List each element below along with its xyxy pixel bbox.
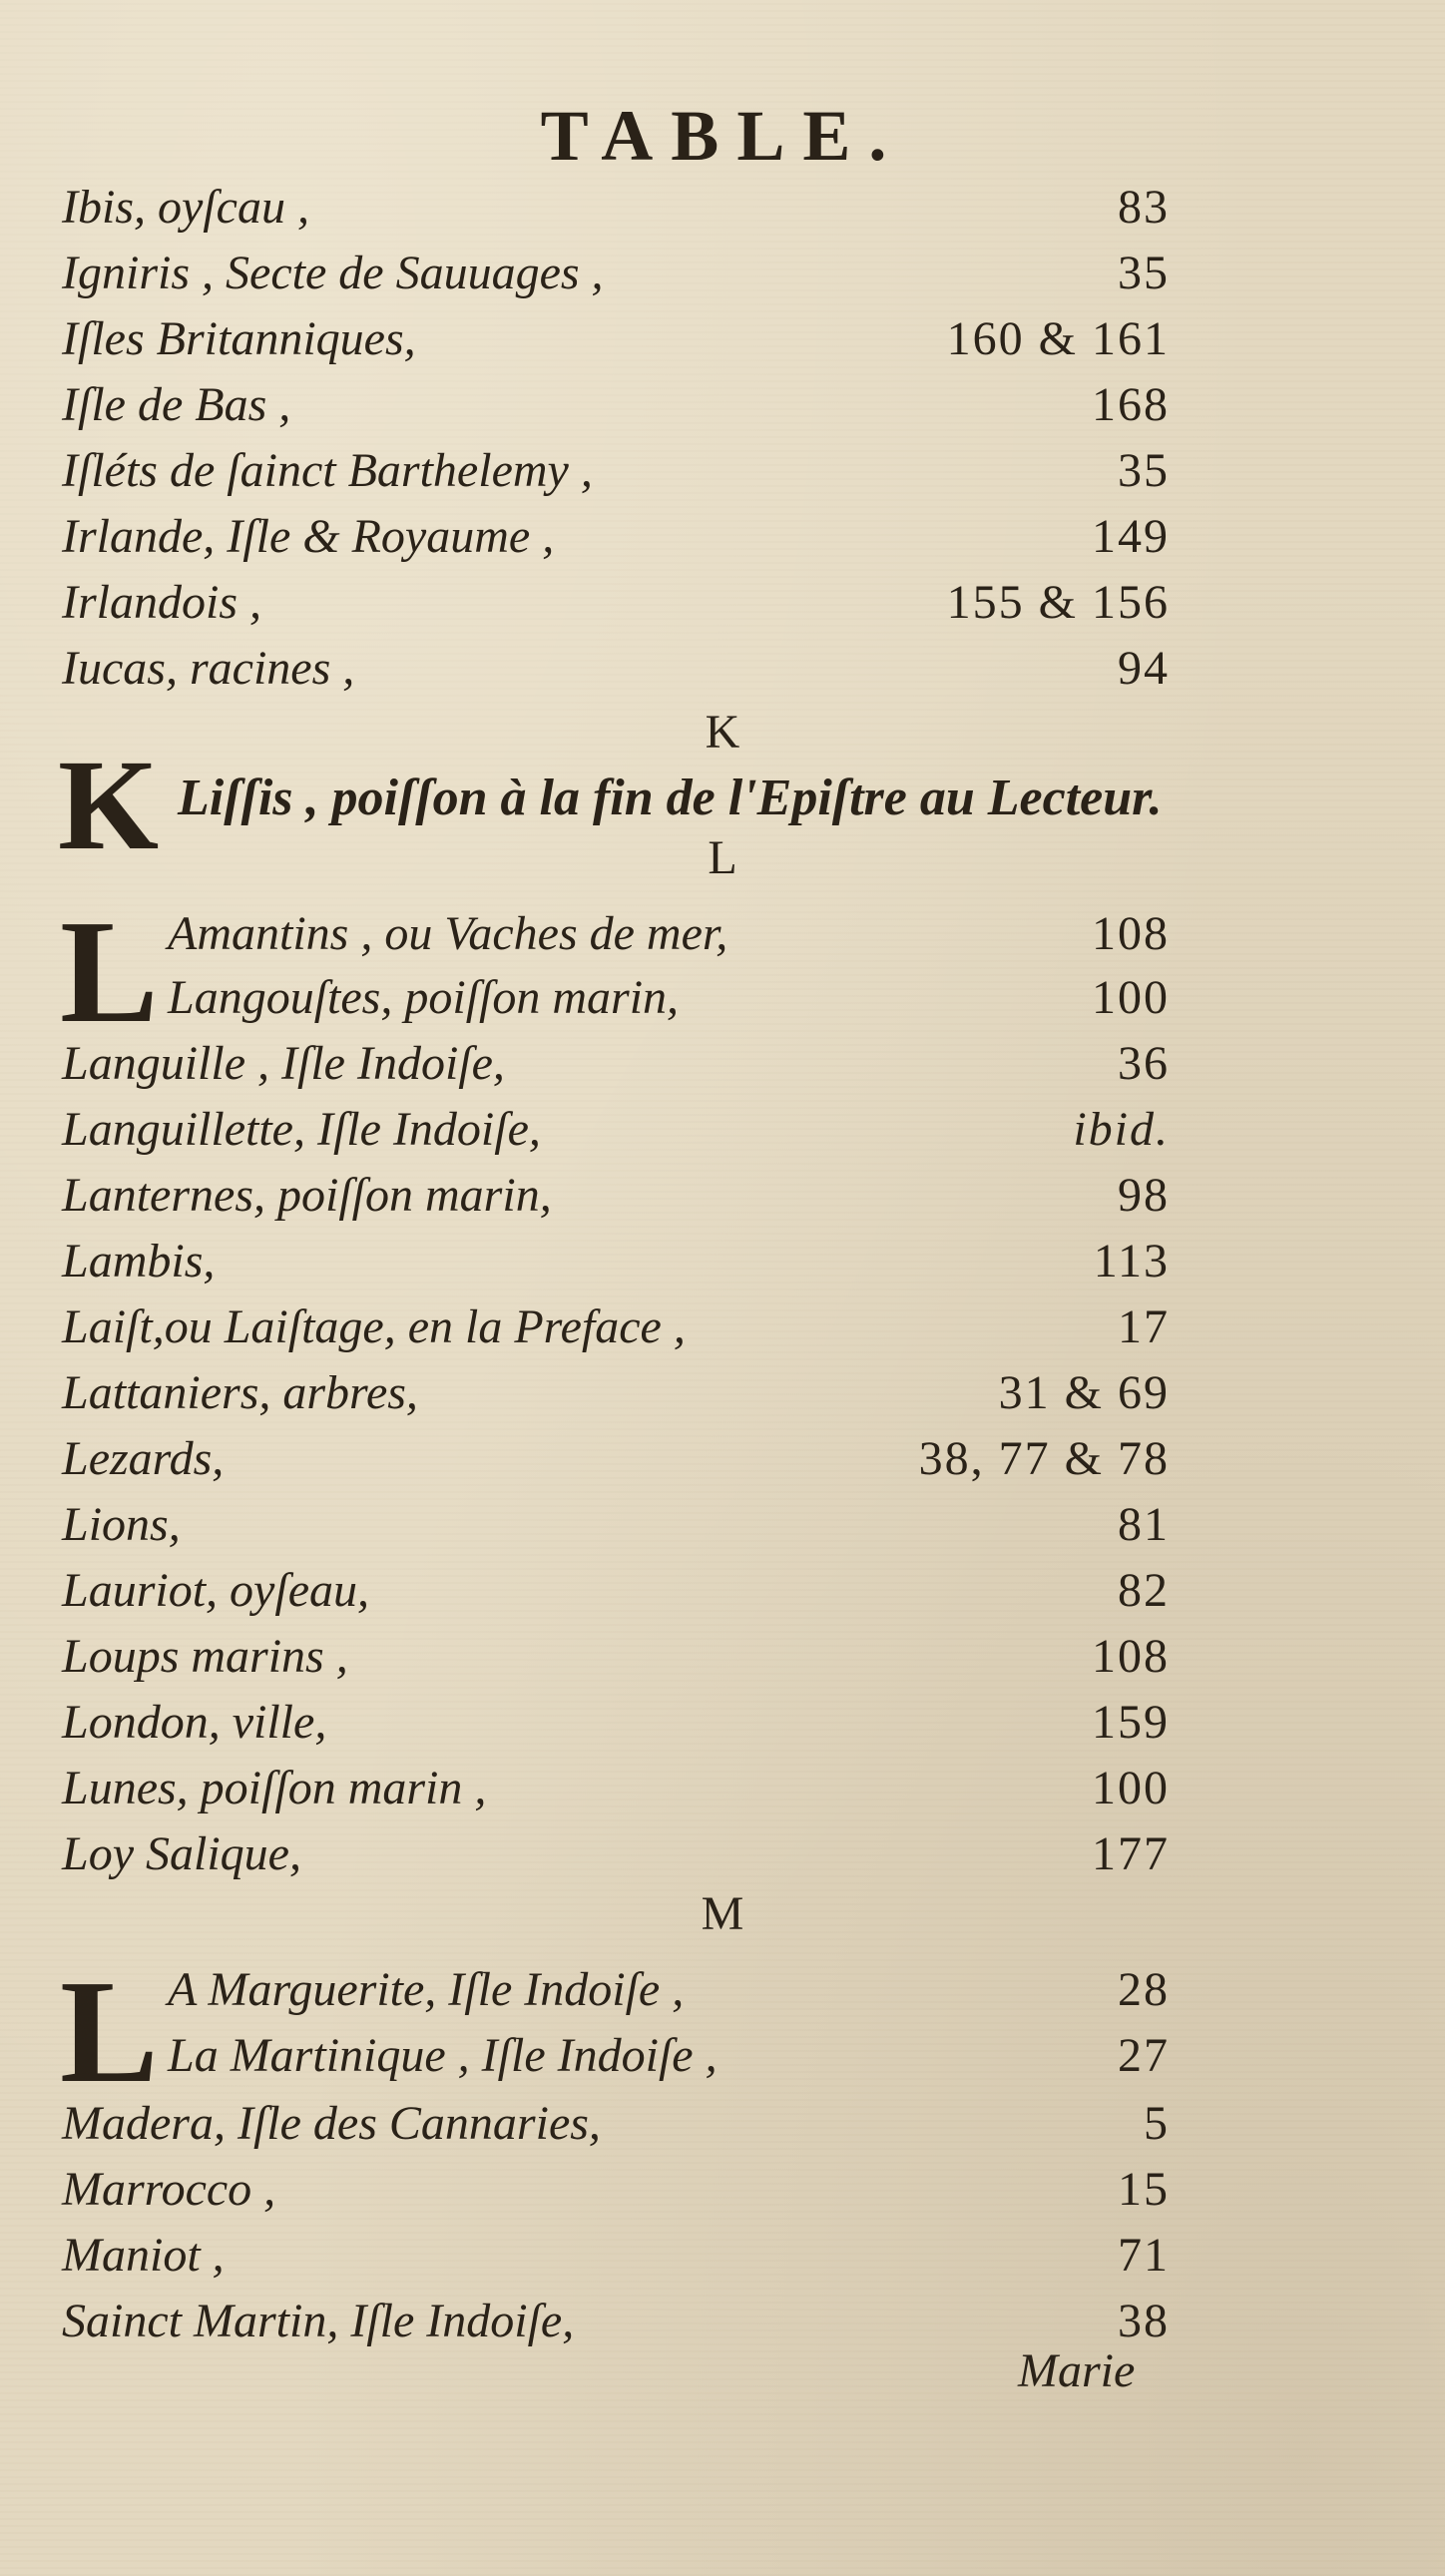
index-entry [62, 1695, 1170, 1761]
index-entry [62, 1431, 1170, 1497]
section-letter-l: L [708, 831, 737, 884]
index-entry [62, 2096, 1170, 2162]
index-entry [62, 1234, 1170, 1299]
index-entry [62, 1761, 1170, 1826]
entry-label: Lanternes, poiſſon marin, [62, 1169, 552, 1222]
entry-page: 94 [1118, 642, 1170, 695]
catchword: Marie [1018, 2344, 1136, 2397]
entry-page: 17 [1118, 1300, 1170, 1353]
entry-label: Iſléts de ſainct Barthelemy , [62, 444, 593, 497]
entry-label: Langouſtes, poiſſon marin, [168, 971, 680, 1024]
entry-label: Languillette, Iſle Indoiſe, [62, 1103, 541, 1156]
index-entry [62, 1365, 1170, 1431]
index-entry [62, 509, 1170, 575]
entry-page: 83 [1118, 181, 1170, 234]
index-entry [62, 443, 1170, 509]
entry-page: 35 [1118, 444, 1170, 497]
entry-page: 71 [1118, 2229, 1170, 2282]
entry-label: Marrocco , [62, 2163, 276, 2216]
entry-label: Iſles Britanniques, [62, 312, 416, 365]
index-entry [168, 1962, 1170, 2028]
entry-page: 98 [1118, 1169, 1170, 1222]
entry-page: 82 [1118, 1564, 1170, 1617]
index-entry [62, 2228, 1170, 2294]
index-entry [168, 970, 1170, 1036]
index-entry [62, 1563, 1170, 1629]
entry-label: Iucas, racines , [62, 642, 355, 695]
entry-label: Amantins , ou Vaches de mer, [168, 907, 728, 960]
index-entry [62, 1168, 1170, 1234]
index-entry [62, 2162, 1170, 2228]
entry-page: 149 [1092, 510, 1170, 563]
index-entry [62, 180, 1170, 246]
index-entry [62, 1629, 1170, 1695]
entry-label: Laiſt,ou Laiſtage, en la Preface , [62, 1300, 686, 1353]
running-title: TABLE. [540, 96, 905, 176]
entry-label: Igniris , Secte de Sauuages , [62, 247, 604, 299]
entry-page: 27 [1118, 2029, 1170, 2082]
entry-page: 31 & 69 [998, 1366, 1170, 1419]
entry-label: Languille , Iſle Indoiſe, [62, 1037, 505, 1090]
index-entry [62, 1036, 1170, 1102]
entry-page: 5 [1144, 2097, 1170, 2150]
entry-label: Madera, Iſle des Cannaries, [62, 2097, 601, 2150]
entry-page: 100 [1092, 971, 1170, 1024]
drop-cap-m: L [60, 1950, 159, 2114]
index-entry [62, 1826, 1170, 1892]
entry-page: 15 [1118, 2163, 1170, 2216]
entry-label: Lauriot, oyſeau, [62, 1564, 369, 1617]
entry-label: London, ville, [62, 1696, 327, 1749]
index-entry [62, 1102, 1170, 1168]
drop-cap-l: L [60, 890, 159, 1054]
entry-label: La Martinique , Iſle Indoiſe , [168, 2029, 718, 2082]
entry-label: Lattaniers, arbres, [62, 1366, 418, 1419]
entry-label: Lions, [62, 1498, 181, 1551]
index-entry [62, 1497, 1170, 1563]
index-entry [168, 906, 1170, 972]
index-entry [168, 2028, 1170, 2094]
entry-page: 159 [1092, 1696, 1170, 1749]
index-entry [62, 246, 1170, 311]
entry-page: 177 [1092, 1827, 1170, 1880]
entry-page: 168 [1092, 378, 1170, 431]
entry-label: Lunes, poiſſon marin , [62, 1762, 487, 1814]
drop-cap-k: K [58, 734, 160, 877]
entry-label: Irlandois , [62, 576, 262, 629]
entry-page: 113 [1093, 1235, 1170, 1288]
entry-page: 36 [1118, 1037, 1170, 1090]
entry-label: Maniot , [62, 2229, 225, 2282]
entry-page: 160 & 161 [946, 312, 1170, 365]
entry-page: 81 [1118, 1498, 1170, 1551]
entry-label: Lezards, [62, 1432, 225, 1485]
entry-page: ibid. [1073, 1103, 1170, 1156]
k-entry: Liſſis , poiſſon à la fin de l'Epiſtre au Lecteur. [178, 770, 1163, 826]
entry-page: 28 [1118, 1963, 1170, 2016]
entry-label: A Marguerite, Iſle Indoiſe , [168, 1963, 685, 2016]
section-letter-m: M [701, 1887, 744, 1940]
index-entry [62, 377, 1170, 443]
entry-label: Ibis, oyſcau , [62, 181, 309, 234]
entry-page: 100 [1092, 1762, 1170, 1814]
index-entry [62, 2294, 1170, 2359]
entry-page: 108 [1092, 1630, 1170, 1683]
entry-label: Lambis, [62, 1235, 216, 1288]
index-entry [62, 1299, 1170, 1365]
entry-page: 38, 77 & 78 [918, 1432, 1170, 1485]
entry-page: 108 [1092, 907, 1170, 960]
entry-page: 155 & 156 [946, 576, 1170, 629]
entry-label: Iſle de Bas , [62, 378, 291, 431]
index-entry [62, 311, 1170, 377]
entry-label: Sainct Martin, Iſle Indoiſe, [62, 2295, 575, 2347]
section-letter-k: K [705, 706, 740, 759]
entry-label: Loy Salique, [62, 1827, 301, 1880]
entry-label: Irlande, Iſle & Royaume , [62, 510, 555, 563]
index-entry [62, 641, 1170, 707]
entry-page: 35 [1118, 247, 1170, 299]
index-entry [62, 575, 1170, 641]
entry-label: Loups marins , [62, 1630, 348, 1683]
entry-page: 38 [1118, 2295, 1170, 2347]
